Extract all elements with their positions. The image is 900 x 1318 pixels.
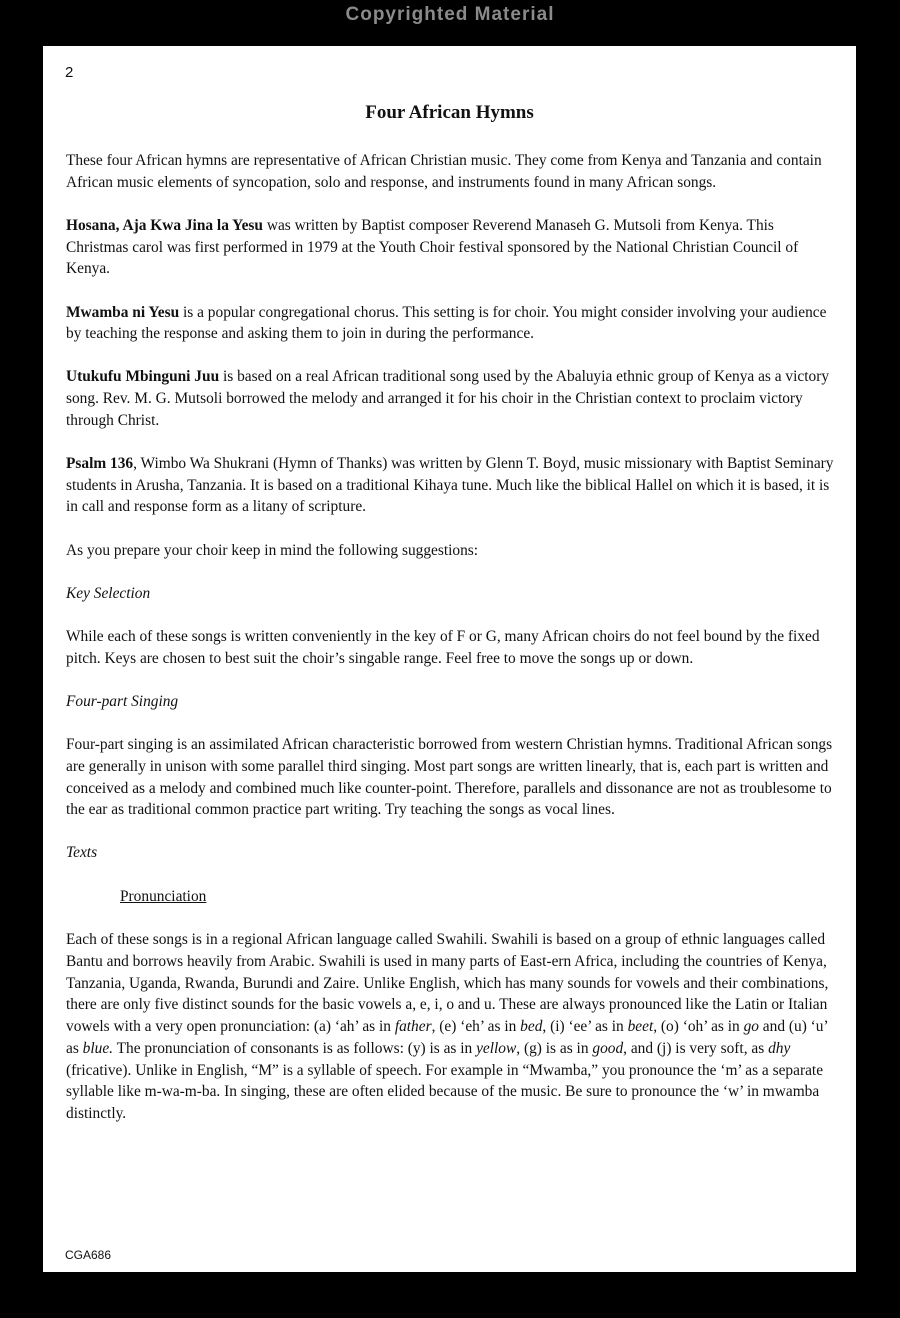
text-run: , and (j) is very soft, as	[623, 1039, 769, 1057]
hymn-paragraph-mwamba	[66, 302, 836, 345]
page-title: Four African Hymns	[365, 102, 534, 123]
copyright-banner	[0, 0, 900, 44]
hymn-paragraph-utukufu	[66, 366, 836, 431]
example-word: beet	[627, 1018, 654, 1036]
hymn-description: was written by Baptist composer Reverend Manaseh G. Mutsoli from Kenya. This Christmas carol was first performed in 1979 at the Youth Choir festival sponsored by the National Christian Council of Kenya.	[66, 216, 799, 278]
pronunciation-subheading: Pronunciation	[120, 887, 207, 905]
hymn-title: Mwamba ni Yesu	[66, 303, 180, 321]
text-run: (fricative). Unlike in English, “M” is a syllable of speech. For example in “Mwamba,” you pronounce the ‘m’ as a separate syllable like m-wa-m-ba. In singing, these are often elided because of the music. Be sure to pronounce the ‘w’ in mwamba distinctly.	[66, 1061, 824, 1122]
hymn-paragraph-hosana	[66, 215, 836, 280]
key-selection-heading: Key Selection	[66, 584, 151, 602]
hymn-description: is based on a real African traditional song used by the Abaluyia ethnic group of Kenya as a victory song. Rev. M. G. Mutsoli borrowed the melody and arranged it for his choir in the Christian context to proclaim victory through Christ.	[66, 368, 830, 429]
hymn-title: Psalm 136	[66, 455, 134, 473]
hymn-title: Hosana, Aja Kwa Jina la Yesu	[66, 216, 263, 234]
text-run: , (e) ‘eh’ as in	[431, 1018, 521, 1036]
example-word: good	[592, 1039, 624, 1057]
four-part-text: Four-part singing is an assimilated African characteristic borrowed from western Christian hymns. Traditional African songs are generally in unison with some parallel third singing. Most part songs are written linearly, that is, each part is written and conceived as a melody and combined much like counter-point. Therefore, parallels and dissonance are not as troublesome to the ear as traditional common practice part writing. Try teaching the songs as vocal lines.	[66, 736, 833, 819]
hymn-paragraph-psalm	[66, 453, 836, 518]
hymn-description: is a popular congregational chorus. This setting is for choir. You might consider involving your audience by teaching the response and asking them to join in during the performance.	[66, 303, 827, 343]
text-run: , (o) ‘oh’ as in	[653, 1018, 744, 1036]
text-run: Each of these songs is in a regional African language called Swahili. Swahili is based on a group of ethnic languages called Bantu and borrows heavily from Arabic. Swahili is used in many parts of East-ern Africa, including the countries of Kenya, Tanzania, Uganda, Rwanda, Burundi and Zaire. Unlike English, which has many sounds for vowels and their combinations, there are only five distinct sounds for the basic vowels a, e, i, o and u. These are always pronounced like the Latin or Italian vowels with a very open pronunciation: (a) ‘ah’ as in	[66, 931, 829, 1036]
text-run: , (i) ‘ee’ as in	[542, 1018, 628, 1036]
example-word: yellow	[476, 1039, 517, 1057]
intro-paragraph: These four African hymns are representative of African Christian music. They come from Kenya and Tanzania and contain African music elements of syncopation, solo and response, and instruments found in many African songs.	[66, 152, 822, 191]
text-run: and (u) ‘u’ as	[66, 1018, 828, 1057]
key-selection-text: While each of these songs is written conveniently in the key of F or G, many African choirs do not feel bound by the fixed pitch. Keys are chosen to best suit the choir’s singable range. Feel free to move the songs up or down.	[66, 628, 820, 667]
page-number: 2	[65, 64, 74, 81]
example-word: father	[394, 1018, 432, 1036]
catalog-number: CGA686	[65, 1248, 112, 1262]
suggestions-intro: As you prepare your choir keep in mind the following suggestions:	[66, 541, 479, 559]
copyright-text: Copyrighted Material	[345, 4, 555, 25]
example-word: blue.	[82, 1039, 114, 1057]
example-word: bed	[520, 1018, 543, 1036]
document-page	[43, 46, 856, 1272]
text-run: The pronunciation of consonants is as follows: (y) is as in	[113, 1039, 477, 1057]
four-part-heading: Four-part Singing	[66, 692, 179, 710]
pronunciation-text	[66, 929, 836, 1124]
hymn-title: Utukufu Mbinguni Juu	[66, 368, 220, 386]
text-run: , (g) is as in	[516, 1039, 593, 1057]
example-word: go	[743, 1018, 759, 1036]
example-word: dhy	[768, 1039, 791, 1057]
body-text	[66, 150, 836, 1146]
hymn-description: , Wimbo Wa Shukrani (Hymn of Thanks) was written by Glenn T. Boyd, music missionary with Baptist Seminary students in Arusha, Tanzania. It is based on a traditional Kihaya tune. Much like the biblical Hallel on which it is based, it is in call and response form as a litany of scripture.	[66, 455, 834, 516]
texts-heading: Texts	[66, 844, 98, 862]
